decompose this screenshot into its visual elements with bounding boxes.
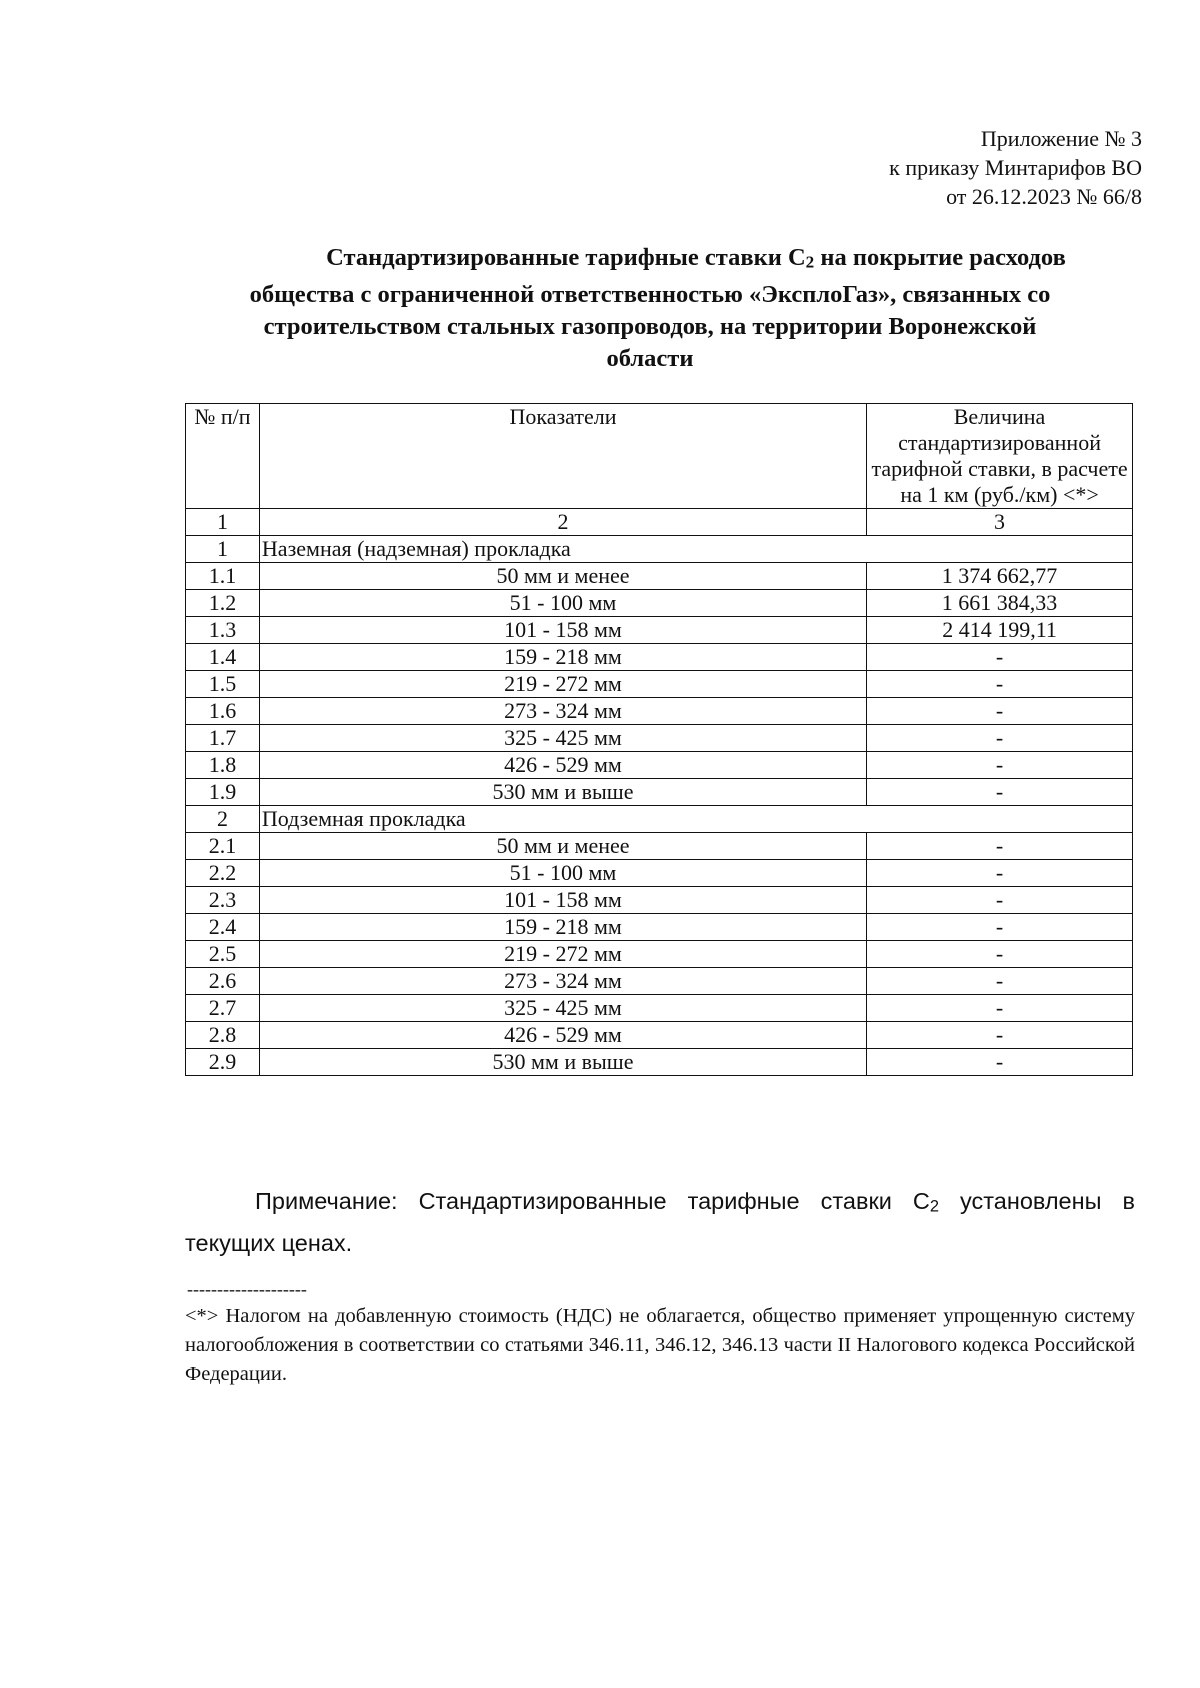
row-indicator: 426 - 529 мм [259,752,866,779]
row-indicator: 219 - 272 мм [259,671,866,698]
row-indicator: 159 - 218 мм [259,644,866,671]
row-rate-value: - [867,914,1133,941]
table-row [186,779,1133,806]
row-indicator: 51 - 100 мм [259,860,866,887]
header-indicators: Показатели [259,404,866,509]
row-rate-value: - [867,995,1133,1022]
row-number: 1.2 [186,590,260,617]
row-number: 2.8 [186,1022,260,1049]
section-label: Наземная (надземная) прокладка [259,536,1132,563]
rates-table [185,403,1133,1076]
document-title [180,242,1120,375]
row-indicator: 50 мм и менее [259,563,866,590]
appendix-number: Приложение № 3 [980,126,1142,151]
table-row [186,563,1133,590]
row-rate-value: - [867,725,1133,752]
row-indicator: 159 - 218 мм [259,914,866,941]
title-line-2: общества с ограниченной ответственностью «ЭксплоГаз», связанных со [249,280,1051,308]
row-number: 1.6 [186,698,260,725]
title-line-1-post: на покрытие расходов [814,244,1066,271]
footnote-text: <*> Налогом на добавленную стоимость (НДС) не облагается, общество применяет упрощенную систему налогообложения в соответствии со статьями 346.11, 346.12, 346.13 части II Налогового кодекса Российской Федерации. [185,1305,1135,1385]
row-number: 1.3 [186,617,260,644]
row-number: 2.3 [186,887,260,914]
row-rate-value: - [867,698,1133,725]
row-indicator: 101 - 158 мм [259,617,866,644]
note-text-post: установлены в текущих ценах. [185,1188,1135,1257]
row-indicator: 325 - 425 мм [259,725,866,752]
title-line-1-pre: Стандартизированные тарифные ставки С [326,244,806,271]
row-number: 2.2 [186,860,260,887]
section-row [186,536,1133,563]
note-subscript: 2 [929,1197,940,1216]
row-rate-value: - [867,671,1133,698]
note-text-pre: Примечание: Стандартизированные тарифные ставки С [255,1188,930,1214]
row-number: 2.1 [186,833,260,860]
row-indicator: 219 - 272 мм [259,941,866,968]
row-indicator: 50 мм и менее [259,833,866,860]
table-row [186,644,1133,671]
section-row [186,806,1133,833]
row-number: 2.9 [186,1049,260,1076]
table-row [186,1049,1133,1076]
table-row [186,887,1133,914]
table-row [186,941,1133,968]
row-rate-value: 1 374 662,77 [867,563,1133,590]
row-rate-value: - [867,1022,1133,1049]
table-row [186,590,1133,617]
note-paragraph [185,1183,1135,1262]
row-indicator: 530 мм и выше [259,779,866,806]
header-number: № п/п [186,404,260,509]
table-row [186,995,1133,1022]
row-rate-value: - [867,644,1133,671]
row-rate-value: - [867,941,1133,968]
title-line-1 [180,242,1120,279]
section-number: 1 [186,536,260,563]
row-indicator: 426 - 529 мм [259,1022,866,1049]
row-rate-value: - [867,833,1133,860]
row-number: 1.5 [186,671,260,698]
row-number: 2.5 [186,941,260,968]
column-number-3: 3 [867,509,1133,536]
row-indicator: 530 мм и выше [259,1049,866,1076]
row-number: 2.4 [186,914,260,941]
table-row [186,968,1133,995]
row-indicator: 273 - 324 мм [259,698,866,725]
title-line-4: области [606,344,694,372]
header-rate-value: Величина стандартизированной тарифной ставки, в расчете на 1 км (руб./км) <*> [867,404,1133,509]
row-number: 1.4 [186,644,260,671]
row-indicator: 51 - 100 мм [259,590,866,617]
table-row [186,833,1133,860]
row-number: 1.7 [186,725,260,752]
table-row [186,860,1133,887]
section-label: Подземная прокладка [259,806,1132,833]
title-subscript: 2 [805,252,815,272]
footnote-separator: -------------------- [187,1279,307,1299]
table-header-row [186,404,1133,509]
table-row [186,698,1133,725]
row-rate-value: 2 414 199,11 [867,617,1133,644]
row-number: 2.7 [186,995,260,1022]
row-indicator: 273 - 324 мм [259,968,866,995]
table-row [186,1022,1133,1049]
table-row [186,725,1133,752]
column-number-1: 1 [186,509,260,536]
row-rate-value: - [867,779,1133,806]
row-rate-value: - [867,968,1133,995]
column-number-2: 2 [259,509,866,536]
row-number: 1.9 [186,779,260,806]
column-numbers-row [186,509,1133,536]
appendix-reference [889,124,1142,211]
table-row [186,914,1133,941]
row-indicator: 101 - 158 мм [259,887,866,914]
row-indicator: 325 - 425 мм [259,995,866,1022]
section-number: 2 [186,806,260,833]
row-number: 1.1 [186,563,260,590]
rates-table-body [186,404,1133,1076]
appendix-date: от 26.12.2023 № 66/8 [946,184,1142,209]
row-number: 2.6 [186,968,260,995]
title-line-3: строительством стальных газопроводов, на территории Воронежской [263,312,1037,340]
row-number: 1.8 [186,752,260,779]
table-row [186,617,1133,644]
row-rate-value: - [867,887,1133,914]
row-rate-value: - [867,752,1133,779]
appendix-order: к приказу Минтарифов ВО [889,155,1142,180]
table-row [186,671,1133,698]
row-rate-value: - [867,1049,1133,1076]
row-rate-value: - [867,860,1133,887]
table-row [186,752,1133,779]
row-rate-value: 1 661 384,33 [867,590,1133,617]
